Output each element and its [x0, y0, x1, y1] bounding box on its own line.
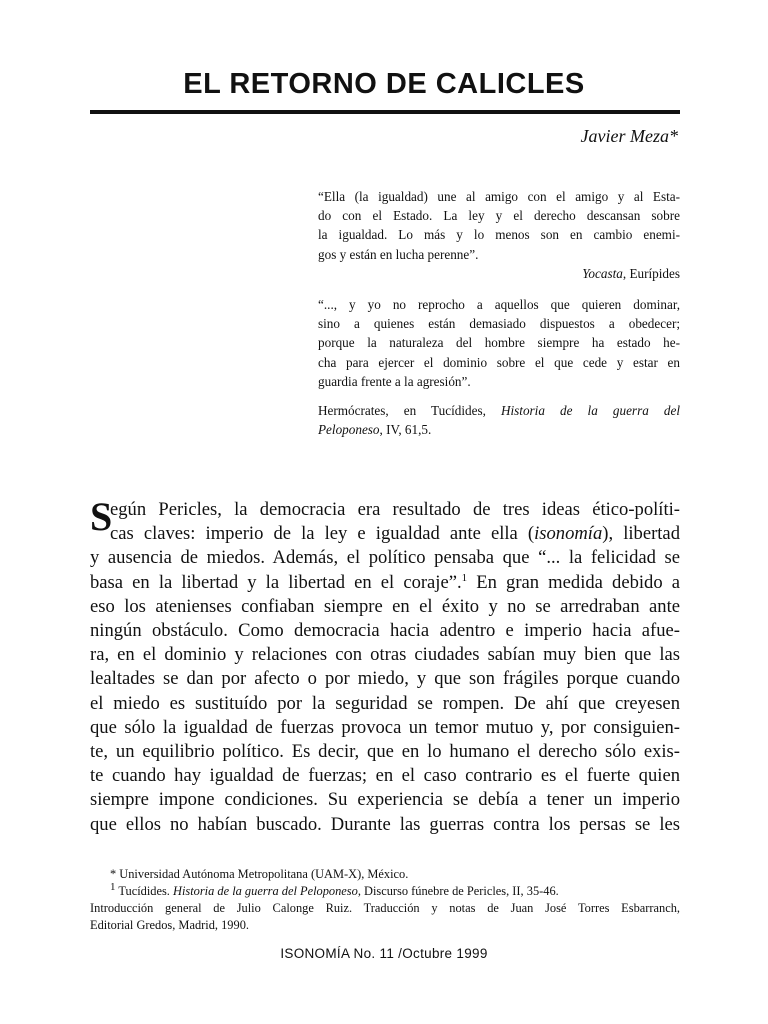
footnote-1-cont: Introducción general de Julio Calonge Ruiz. Traducción y notas de Juan José Torres Esbarranch, — [90, 901, 680, 915]
footnote-fragment: , Discurso fúnebre de Pericles, II, 35-46. — [357, 884, 559, 898]
body-fragment: ), libertad — [602, 523, 680, 545]
source-work-cont: Peloponeso — [318, 422, 380, 438]
body-line: que sólo la igualdad de fuerzas provoca un temor mutuo y, por consiguien- — [90, 716, 680, 738]
body-fragment: En gran medida debido a — [467, 571, 681, 593]
epigraph-line: cha para ejercer el dominio sobre el que cede y estar en — [318, 354, 680, 370]
epigraph-line: “Ella (la igualdad) une al amigo con el amigo y al Esta- — [318, 189, 680, 204]
body-line: te, un equilibrio político. Es decir, que en lo humano el derecho sólo exis- — [90, 741, 680, 763]
footnote-1-cont: Editorial Gredos, Madrid, 1990. — [90, 918, 249, 932]
epigraph-source — [318, 401, 680, 439]
body-line: ra, en el dominio y relaciones con otras ciudades sabían muy bien que las — [90, 644, 680, 666]
body-text — [90, 494, 681, 837]
epigraph-hermocrates — [318, 295, 680, 391]
footnote-ref: 1 — [461, 571, 468, 584]
body-line: siempre impone condiciones. Su experiencia se debía a tener un imperio — [90, 789, 680, 811]
body-line: y ausencia de miedos. Además, el político pensaba que “... la felicidad se — [90, 547, 680, 569]
body-line — [90, 522, 680, 546]
journal-footer: ISONOMÍA No. 11 /Octubre 1999 — [280, 946, 488, 961]
body-line: lealtades se dan por afecto o por miedo, y que son frágiles porque cuando — [90, 668, 680, 690]
footnote-work: Historia de la guerra del Peloponeso — [173, 884, 358, 898]
epigraph-line: guardia frente a la agresión”. — [318, 373, 471, 389]
body-fragment: cas claves: imperio de la ley e igualdad ante ella ( — [110, 523, 535, 545]
footnote-mark: 1 — [110, 880, 116, 893]
epigraph-line: gos y están en lucha perenne”. — [318, 246, 479, 262]
epigraph-line: do con el Estado. La ley y el derecho descansan sobre — [318, 208, 680, 224]
source-author: Hermócrates, en Tucídides, — [318, 403, 501, 418]
footnote-1 — [90, 880, 680, 900]
epigraph-line: “..., y yo no reprocho a aquellos que quieren dominar, — [318, 297, 680, 312]
epigraph-yocasta — [318, 187, 680, 283]
epigraph-line: sino a quienes están demasiado dispuestos a obedecer; — [318, 316, 680, 332]
body-line: eso los atenienses confiaban siempre en el éxito y no se arredraban ante — [90, 595, 680, 617]
article-title: EL RETORNO DE CALICLES — [183, 68, 585, 100]
footnote-fragment: Tucídides. — [115, 884, 173, 898]
source-work: Historia de la guerra del — [500, 403, 680, 418]
title-rule — [90, 110, 680, 114]
body-line: ningún obstáculo. Como democracia hacia adentro e imperio hacia afue- — [90, 620, 680, 642]
body-line: te cuando hay igualdad de fuerzas; en el caso contrario es el fuerte quien — [90, 765, 680, 787]
footnote-affiliation: * Universidad Autónoma Metropolitana (UAM-X), México. — [110, 867, 409, 881]
body-line: que ellos no habían buscado. Durante las guerras contra los persas se les — [90, 813, 680, 835]
attribution-work: Yocasta — [582, 265, 623, 281]
body-line: egún Pericles, la democracia era resultado de tres ideas ético-políti- — [110, 499, 680, 520]
epigraph-attribution — [318, 264, 680, 283]
drop-cap: S — [90, 494, 113, 539]
body-line: el miedo es sustituído por la seguridad se rompen. De ahí que creyesen — [90, 692, 680, 714]
body-line — [90, 571, 680, 595]
body-italic: isonomía — [534, 523, 603, 545]
body-fragment: basa en la libertad y la libertad en el coraje”. — [90, 571, 462, 593]
attribution-author: , Eurípides — [622, 265, 680, 281]
source-line — [318, 401, 680, 420]
source-ref: , IV, 61,5. — [379, 422, 432, 438]
footnotes — [90, 866, 680, 934]
author-name: Javier Meza* — [580, 126, 678, 146]
source-line — [318, 420, 680, 439]
epigraph-line: la igualdad. Lo más y lo menos son en cambio enemi- — [318, 227, 680, 243]
epigraph-line: porque la naturaleza del hombre siempre ha estado he- — [318, 335, 680, 351]
